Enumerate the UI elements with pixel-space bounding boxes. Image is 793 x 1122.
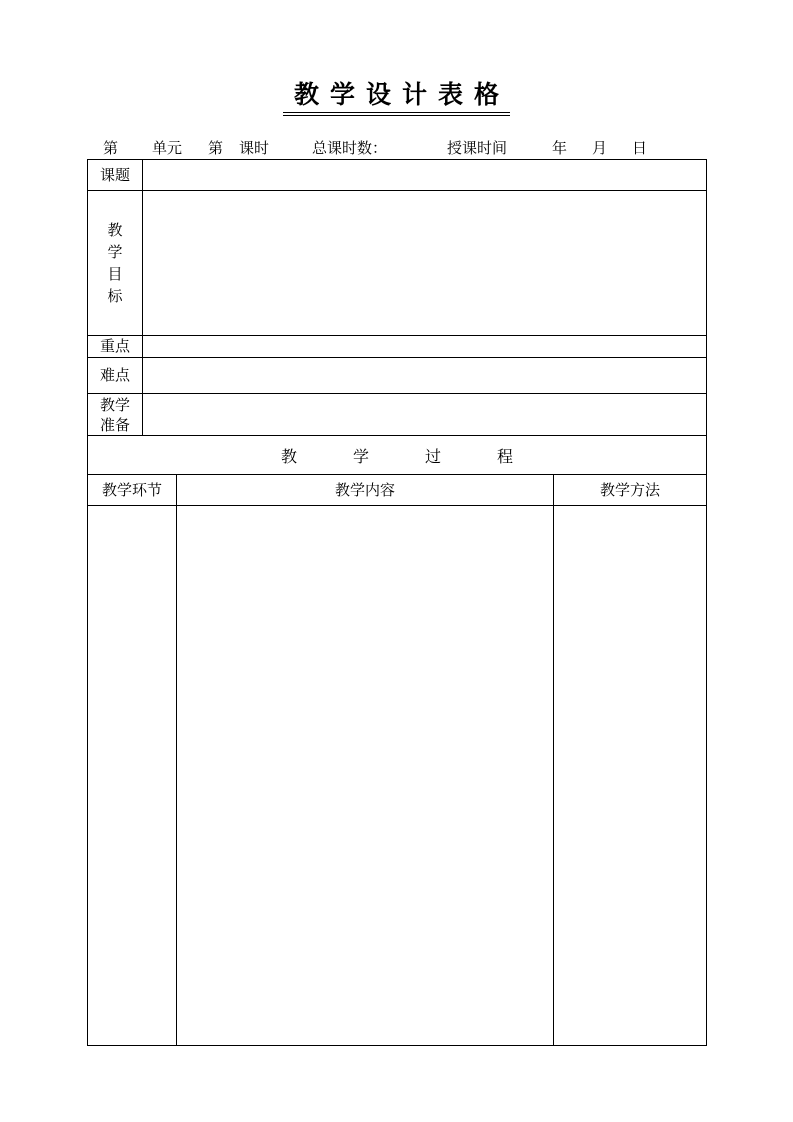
column-header-method: 教学方法 (599, 480, 660, 499)
key-points-field[interactable] (143, 336, 706, 357)
objectives-char: 目 (107, 265, 123, 283)
topic-field[interactable] (143, 160, 706, 190)
process-heading-char: 教 (280, 446, 297, 466)
unit-prefix-label: 第 (103, 139, 119, 157)
method-field[interactable] (554, 506, 706, 1045)
objectives-char: 教 (107, 221, 123, 239)
process-heading-char: 程 (497, 446, 514, 466)
stage-field[interactable] (88, 506, 176, 1045)
year-label: 年 (552, 139, 568, 157)
column-header-stage: 教学环节 (101, 480, 162, 499)
content-field[interactable] (177, 506, 553, 1045)
preparation-field[interactable] (143, 394, 706, 435)
total-lessons-label: 总课时数： (312, 139, 388, 157)
document-title-wrap (0, 78, 793, 118)
day-label: 日 (632, 139, 648, 157)
preparation-label (88, 394, 142, 435)
month-label: 月 (592, 139, 608, 157)
objectives-field[interactable] (143, 191, 706, 335)
key-points-label: 重点 (99, 337, 130, 355)
preparation-line: 准备 (99, 415, 130, 434)
objectives-char: 学 (107, 243, 123, 261)
column-header-content: 教学内容 (334, 480, 395, 499)
objectives-label (88, 191, 142, 335)
difficulties-field[interactable] (143, 358, 706, 393)
topic-label: 课题 (99, 165, 130, 184)
lesson-suffix-label: 课时 (239, 139, 270, 157)
difficulties-label: 难点 (99, 366, 130, 384)
process-heading-char: 学 (352, 446, 369, 466)
unit-suffix-label: 单元 (152, 139, 183, 157)
document-title: 教学设计表格 (283, 78, 510, 116)
objectives-char: 标 (107, 287, 123, 305)
process-heading-char: 过 (425, 446, 442, 466)
preparation-line: 教学 (99, 395, 130, 414)
process-heading (88, 436, 706, 474)
lesson-prefix-label: 第 (208, 139, 224, 157)
teaching-time-label: 授课时间 (447, 139, 508, 157)
